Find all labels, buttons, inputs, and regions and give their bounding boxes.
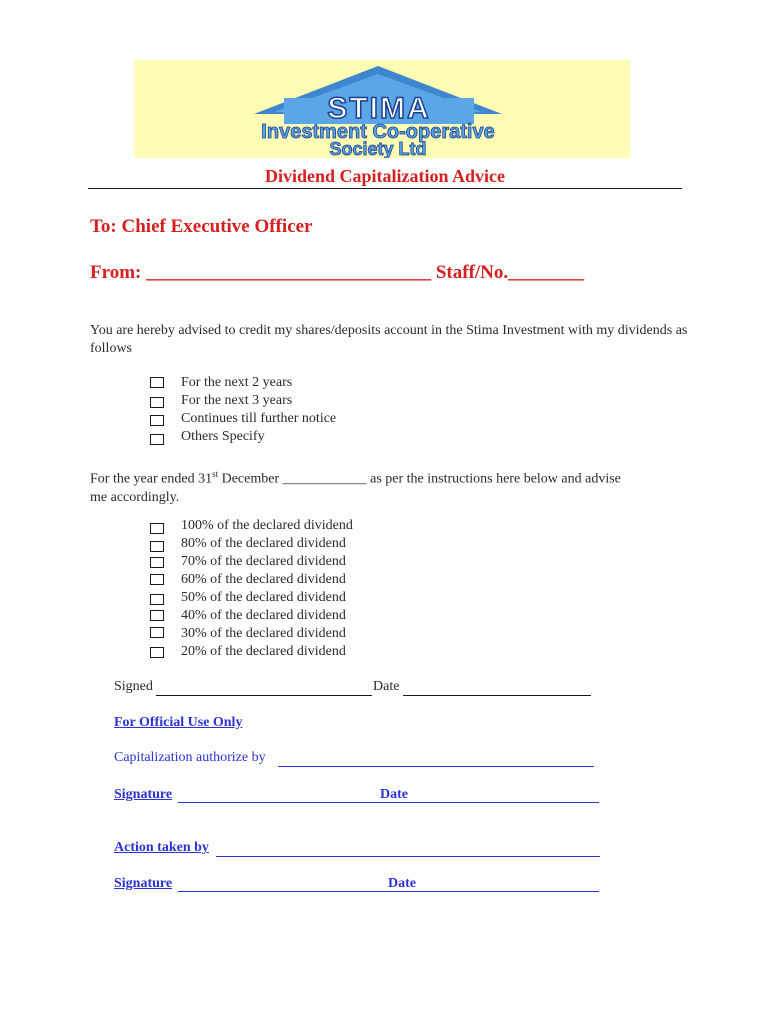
checkbox-continues[interactable] xyxy=(150,415,164,426)
checkbox-20-percent[interactable] xyxy=(150,647,164,658)
intro-paragraph: You are hereby advised to credit my shares/deposits account in the Stima Investment with my dividends as follows xyxy=(90,323,688,356)
checkbox-60-percent[interactable] xyxy=(150,574,164,585)
option-label: 30% of the declared dividend xyxy=(181,626,346,641)
year-text-prefix: For the year ended 31 xyxy=(90,471,213,487)
option-label: 50% of the declared dividend xyxy=(181,590,346,605)
staff-no-label: Staff/No. xyxy=(435,262,509,283)
to-line: To: Chief Executive Officer xyxy=(90,216,313,237)
staff-no-blank[interactable]: ________ xyxy=(508,262,585,283)
from-label: From: xyxy=(90,262,142,283)
signed-date-blank[interactable] xyxy=(403,695,591,696)
from-name-blank[interactable]: ______________________________ xyxy=(146,262,432,283)
option-label: 100% of the declared dividend xyxy=(181,518,353,533)
option-label: 70% of the declared dividend xyxy=(181,554,346,569)
signed-label: Signed xyxy=(114,679,153,694)
year-text-line2: me accordingly. xyxy=(90,489,180,505)
option-label: Continues till further notice xyxy=(181,411,337,426)
company-logo xyxy=(134,60,630,158)
logo-line2-text: Society Ltd xyxy=(329,139,427,158)
checkbox-100-percent[interactable] xyxy=(150,523,164,534)
checkbox-next-2-years[interactable] xyxy=(150,377,164,388)
option-label: For the next 2 years xyxy=(181,375,293,390)
page-title: Dividend Capitalization Advice xyxy=(264,166,506,186)
year-paragraph xyxy=(90,465,690,507)
action-taken-blank[interactable] xyxy=(216,856,600,857)
ordinal-suffix: st xyxy=(212,469,219,479)
title-divider xyxy=(88,188,682,189)
logo-line1-text: Investment Co-operative xyxy=(261,121,495,143)
checkbox-next-3-years[interactable] xyxy=(150,397,164,408)
official-date2-label: Date xyxy=(388,876,416,891)
signature2-label: Signature xyxy=(114,876,173,891)
checkbox-40-percent[interactable] xyxy=(150,610,164,621)
authorize-label: Capitalization authorize by xyxy=(114,750,266,765)
official-date-label: Date xyxy=(380,787,408,802)
authorize-blank[interactable] xyxy=(278,766,594,767)
signature-blank[interactable] xyxy=(178,802,380,803)
option-label: 40% of the declared dividend xyxy=(181,608,346,623)
year-text-rest: as per the instructions here below and advise xyxy=(366,471,621,487)
signed-blank[interactable] xyxy=(156,695,372,696)
signed-date-label: Date xyxy=(373,679,400,694)
year-blank[interactable]: ____________ xyxy=(282,471,367,487)
signature-label: Signature xyxy=(114,787,173,802)
action-taken-label: Action taken by xyxy=(114,840,209,855)
checkbox-50-percent[interactable] xyxy=(150,594,164,605)
official-date-blank[interactable] xyxy=(380,802,599,803)
option-label: 20% of the declared dividend xyxy=(181,644,346,659)
logo-brand-text: STIMA xyxy=(327,92,431,125)
official-use-heading: For Official Use Only xyxy=(114,715,243,730)
official-date2-blank[interactable] xyxy=(388,891,599,892)
option-label: Others Specify xyxy=(181,429,265,444)
checkbox-70-percent[interactable] xyxy=(150,557,164,568)
option-label: 60% of the declared dividend xyxy=(181,572,346,587)
signature2-blank[interactable] xyxy=(178,891,388,892)
checkbox-80-percent[interactable] xyxy=(150,541,164,552)
year-text-month: December xyxy=(218,471,280,487)
option-label: For the next 3 years xyxy=(181,393,293,408)
from-line xyxy=(90,262,584,284)
checkbox-others-specify[interactable] xyxy=(150,434,164,445)
checkbox-30-percent[interactable] xyxy=(150,627,164,638)
option-label: 80% of the declared dividend xyxy=(181,536,346,551)
